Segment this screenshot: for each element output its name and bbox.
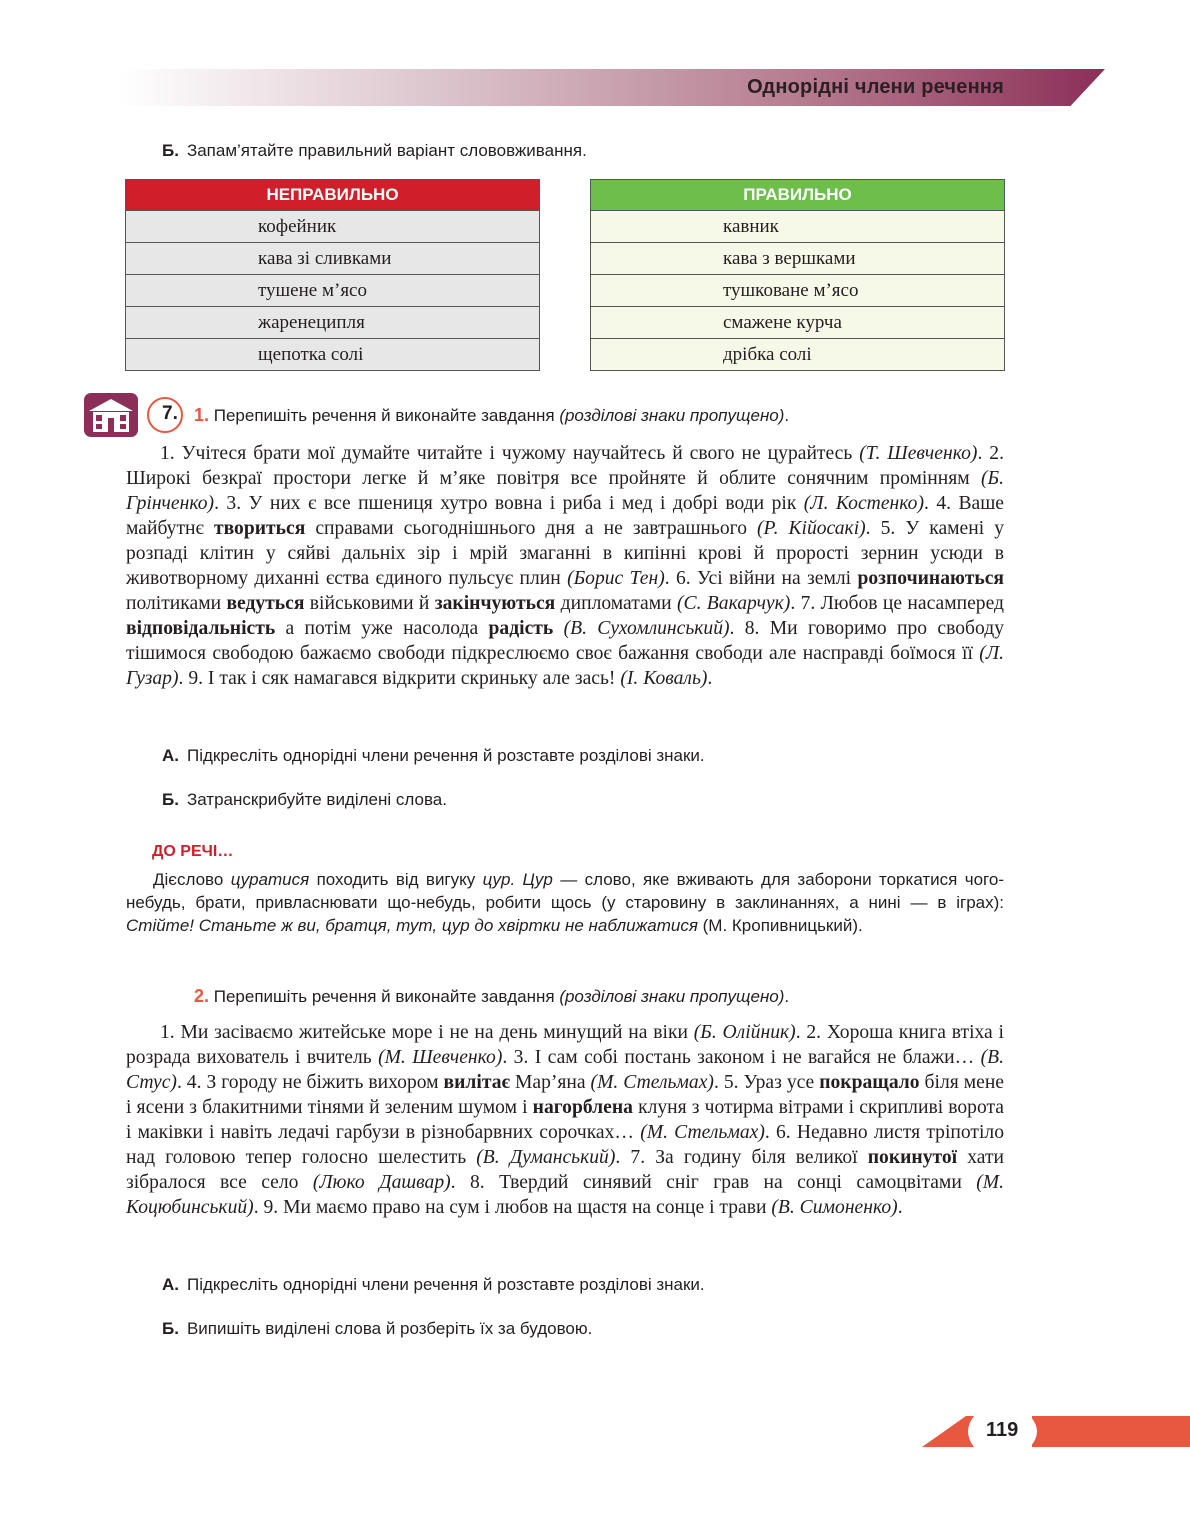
page-number: 119: [986, 1419, 1019, 1441]
task-b-1: [162, 790, 447, 810]
task-letter: Б.: [162, 790, 179, 809]
wrong-cell: кава зі сливками: [126, 243, 540, 275]
task-a-2: [162, 1275, 705, 1295]
right-cell: кава з вершками: [591, 243, 1005, 275]
task-b-top: [162, 141, 587, 161]
italic-word: цур. Цур: [482, 870, 553, 889]
page-number-tab: [922, 1416, 1190, 1447]
part1-end: .: [784, 406, 790, 425]
part1-number: 1.: [194, 405, 210, 425]
task-text: Запам’ятайте правильний варіант слововживання.: [186, 141, 587, 160]
part2-text: Перепишіть речення й виконайте завдання: [213, 987, 555, 1006]
wrong-cell: кофейник: [126, 211, 540, 243]
part2-end: .: [784, 987, 790, 1006]
part1-note: (розділові знаки пропущено): [559, 406, 785, 425]
exercise-text-1: 1. Учітеся брати мої думайте читайте і чужому научайтесь й свого не цурайтесь (Т. Шевченко). 2. Широкі безкраї простори легке й м’яке повітря все пройняте й облите сонячним промінням (Б. Грінченко). 3. У них є все пшениця хутро вовна і риба і мед і добрі води рік (Л. Костенко). 4. Ваше майбутнє твориться справами сьогоднішнього дня а не завтрашнього (Р. Кійосакі). 5. У камені у розпаді клітин у сяйві дальніх зір і мрій змаганні в кипінні крові й прорості зернин усюди в животворному диханні єства єдиного пульсує плин (Борис Тен). 6. Усі війни на землі розпочинаються політиками ведуться військовими й закінчуються дипломатами (С. Вакарчук). 7. Любов це насамперед відповідальність а потім уже насолода радість (В. Сухомлинський). 8. Ми говоримо про свободу тішимося свободою бажаємо свободи підкреслюємо своє бажання свободи але насправді боїмося її (Л. Гузар). 9. І так і сяк намагався відкрити скриньку але зась! (І. Коваль).: [126, 443, 1005, 689]
right-cell: кавник: [591, 211, 1005, 243]
wrong-usage-table: [125, 179, 540, 371]
did-you-know-title: ДО РЕЧІ…: [152, 843, 234, 860]
task-text: Підкресліть однорідні члени речення й розставте розділові знаки.: [187, 1275, 705, 1294]
part1-text: Перепишіть речення й виконайте завдання: [213, 406, 555, 425]
wrong-cell: щепотка солі: [126, 339, 540, 371]
task-b-2: [162, 1319, 592, 1339]
right-cell: смажене курча: [591, 307, 1005, 339]
task-letter: А.: [162, 1275, 179, 1294]
wrong-cell: тушене м’ясо: [126, 275, 540, 307]
text-span: (М. Кропивницький).: [697, 916, 863, 935]
right-header: ПРАВИЛЬНО: [591, 180, 1005, 211]
task-letter: Б.: [162, 141, 179, 160]
chapter-title: Однорідні члени речення: [747, 76, 1004, 98]
task-text: Підкресліть однорідні члени речення й розставте розділові знаки.: [187, 746, 705, 765]
task-letter: А.: [162, 746, 179, 765]
task-text: Затранскрибуйте виділені слова.: [186, 790, 447, 809]
part2-number: 2.: [194, 986, 210, 1006]
part2-instruction: [194, 986, 789, 1007]
part1-instruction: [194, 405, 789, 426]
did-you-know-text: [126, 868, 1004, 937]
italic-quote: Стійте! Станьте ж ви, братця, тут, цур до хвіртки не наближатися: [126, 916, 698, 935]
text-span: походить від вигуку: [309, 870, 483, 889]
part2-note: (розділові знаки пропущено): [559, 987, 785, 1006]
task-a-1: [162, 746, 705, 766]
task-letter: Б.: [162, 1319, 179, 1338]
homework-icon: [84, 393, 138, 437]
exercise-text-2: 1. Ми засіваємо житейське море і не на день минущий на віки (Б. Олійник). 2. Хороша книга втіха і розрада вихователь і вчитель (М. Шевченко). 3. І сам собі постань законом і не вагайся не блажи… (В. Стус). 4. З городу не біжить вихором вилітає Мар’яна (М. Стельмах). 5. Ураз усе покращало біля мене і ясени з блакитними тінями й зеленим шумом і нагорблена клуня з чотирма вітрами і скрипливі ворота і маківки і навіть ледачі гарбузи в різнобарвних сорочках… (М. Стельмах). 6. Недавно листя тріпотіло над головою тепер голосно шелестить (В. Думанський). 7. За годину біля великої покинутої хати зібралося все село (Люко Дашвар). 8. Твердий синявий сніг грав на сонці самоцвітами (М. Коцюбинський). 9. Ми маємо право на сум і любов на щастя на сонце і трави (В. Симоненко).: [126, 1022, 1004, 1218]
wrong-header: НЕПРАВИЛЬНО: [126, 180, 540, 211]
right-usage-table: [590, 179, 1005, 371]
wrong-cell: жаренеципля: [126, 307, 540, 339]
text-span: — слово, яке вживають для заборони торкатися чого-небудь, брати, привласнювати що-небудь, робити щось (у старовину в заклинаннях, а нині — в іграх):: [126, 870, 1004, 912]
right-cell: дрібка солі: [591, 339, 1005, 371]
task-text: Випишіть виділені слова й розберіть їх за будовою.: [186, 1319, 593, 1338]
text-span: Дієслово: [153, 870, 231, 889]
right-cell: тушковане м’ясо: [591, 275, 1005, 307]
italic-word: цуратися: [230, 870, 310, 889]
exercise-number: 7.: [162, 403, 178, 424]
